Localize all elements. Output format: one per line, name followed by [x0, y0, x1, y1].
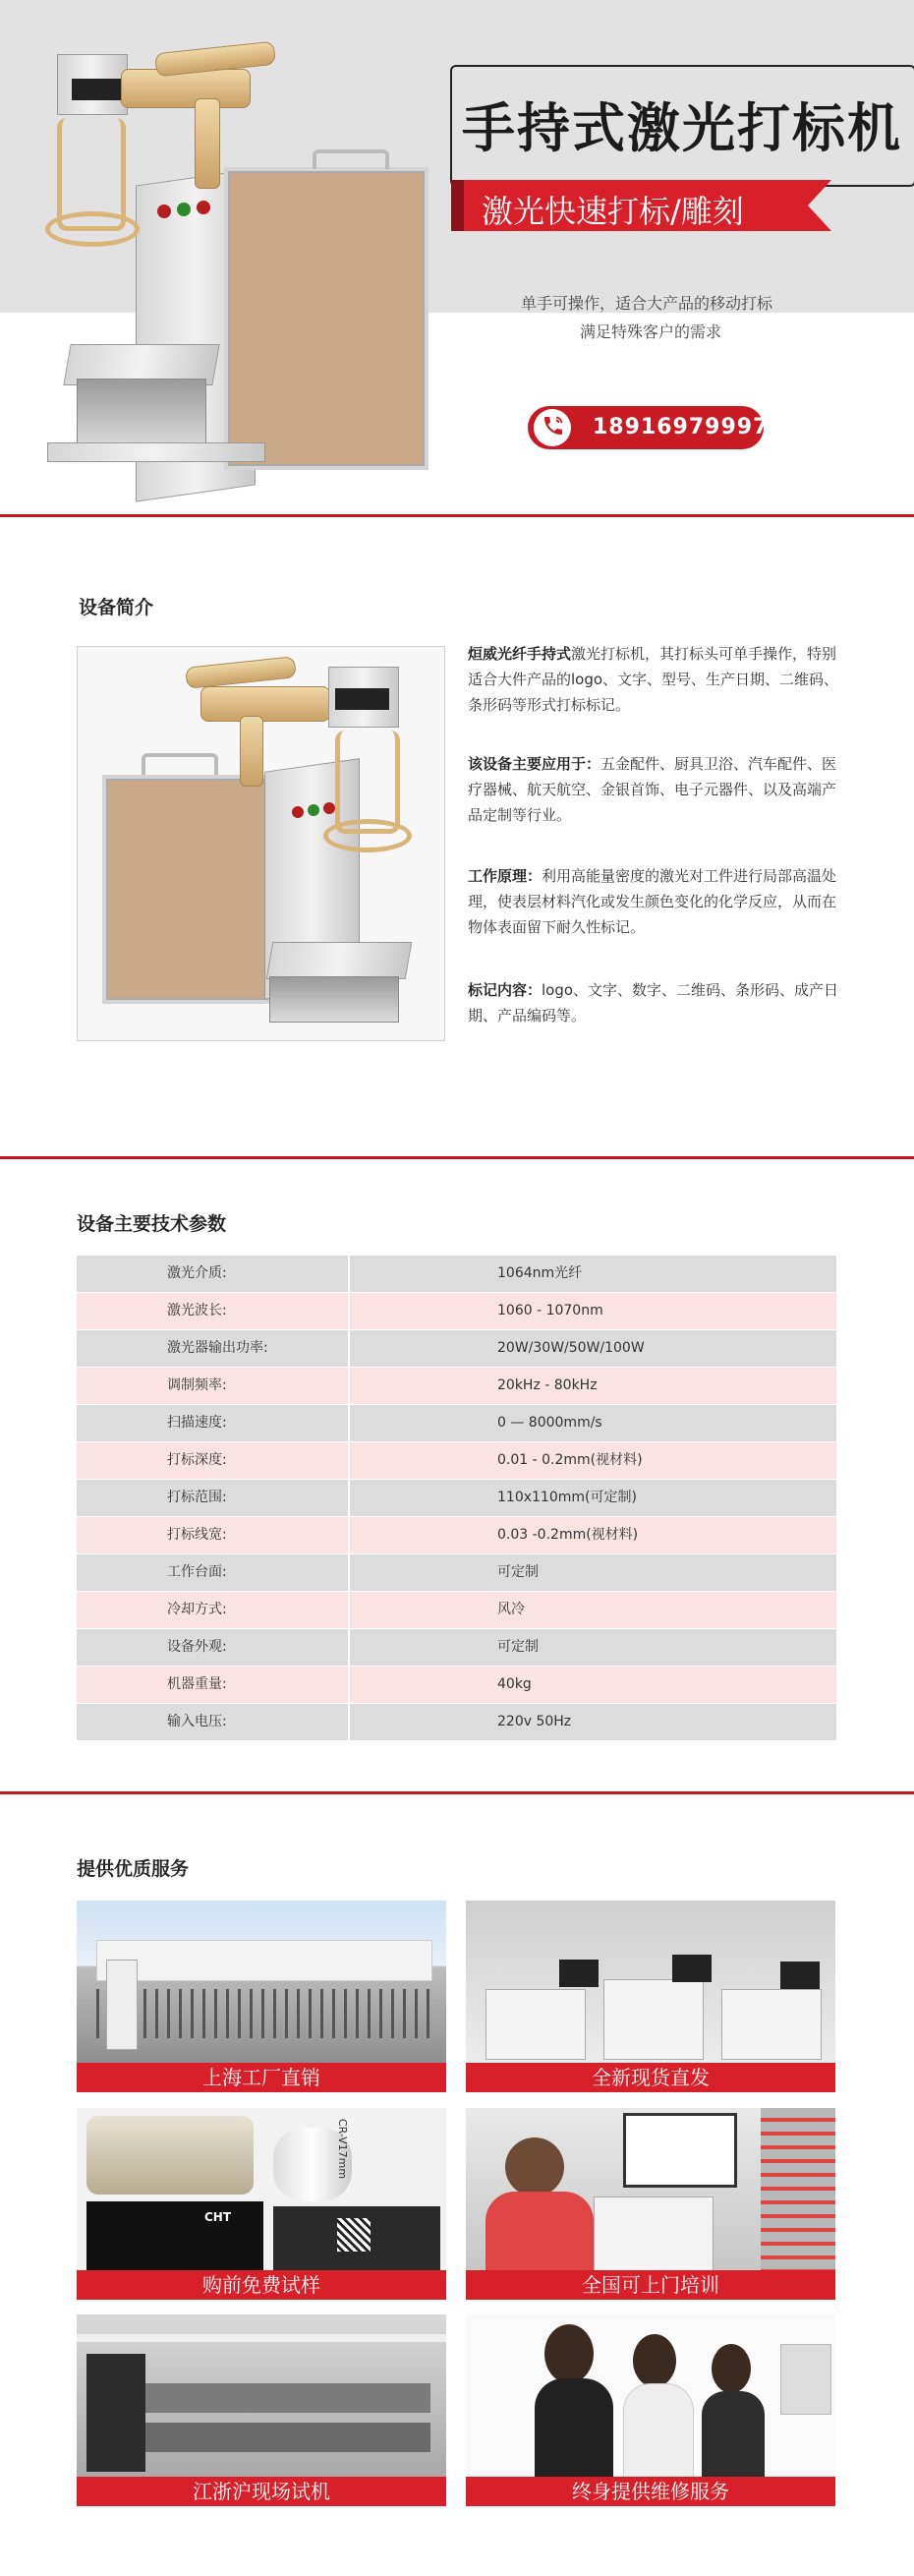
spec-value: 110x110mm(可定制): [497, 1490, 637, 1505]
service-caption: 江浙沪现场试机: [77, 2477, 446, 2506]
intro-product-image: [77, 646, 445, 1041]
section-divider: [0, 1791, 914, 1794]
spec-value: 20kHz - 80kHz: [497, 1377, 598, 1393]
service-caption: 终身提供维修服务: [466, 2477, 835, 2506]
spec-value: 1064nm光纤: [497, 1265, 583, 1281]
support-staff-photo: [466, 2314, 835, 2477]
intro-paragraph-1: [468, 641, 841, 718]
hero-banner: [0, 0, 914, 506]
intro-paragraph-4: [468, 977, 841, 1028]
table-row: [77, 1629, 836, 1667]
service-caption: 全国可上门培训: [466, 2270, 835, 2300]
ribbon-fold: [451, 180, 465, 231]
section-divider: [0, 1156, 914, 1159]
spec-label: 设备外观:: [77, 1629, 350, 1666]
table-row: [77, 1293, 836, 1330]
table-row: [77, 1592, 836, 1629]
spec-label: 激光介质:: [77, 1256, 350, 1292]
service-card-support: [466, 2314, 835, 2506]
table-row: [77, 1704, 836, 1741]
factory-gate-photo: [77, 1901, 446, 2063]
service-caption: 上海工厂直销: [77, 2063, 446, 2092]
spec-label: 打标范围:: [77, 1480, 350, 1516]
spec-value: 可定制: [497, 1564, 539, 1580]
spec-label: 激光波长:: [77, 1293, 350, 1329]
table-row: [77, 1256, 836, 1293]
intro-paragraph-2: [468, 751, 841, 828]
phone-icon: [542, 414, 565, 438]
table-row: [77, 1442, 836, 1480]
spec-value: 可定制: [497, 1639, 539, 1655]
spec-label: 打标深度:: [77, 1442, 350, 1479]
spec-label: 冷却方式:: [77, 1592, 350, 1628]
services-heading: 提供优质服务: [77, 1858, 190, 1880]
table-row: [77, 1517, 836, 1554]
ribbon-tail: [808, 180, 831, 231]
spec-label: 打标线宽:: [77, 1517, 350, 1553]
service-card-factory: [77, 1901, 446, 2092]
workshop-photo: [77, 2314, 446, 2477]
table-row: [77, 1405, 836, 1442]
spec-label: 输入电压:: [77, 1704, 350, 1740]
intro-p2-text: 五金配件、厨具卫浴、汽车配件、医疗器械、航天航空、金银首饰、电子元器件、以及高端产品定制等行业。: [468, 755, 837, 824]
spec-label: 工作台面:: [77, 1554, 350, 1591]
service-card-stock: [466, 1901, 835, 2092]
section-divider: [0, 514, 914, 517]
marking-samples-photo: [77, 2108, 446, 2270]
stock-machines-photo: [466, 1901, 835, 2063]
hero-desc-line1: 单手可操作，适合大产品的移动打标: [521, 294, 773, 313]
spec-value: 1060 - 1070nm: [497, 1303, 603, 1318]
table-row: [77, 1368, 836, 1405]
spec-label: 机器重量:: [77, 1667, 350, 1703]
service-card-samples: [77, 2108, 446, 2300]
spec-value: 220v 50Hz: [497, 1714, 572, 1729]
hero-desc-line2: 满足特殊客户的需求: [580, 322, 722, 341]
sample-brand: CHT: [204, 2210, 232, 2224]
spec-label: 扫描速度:: [77, 1405, 350, 1441]
specs-table: [77, 1256, 836, 1741]
hero-machine-image: [28, 39, 440, 482]
intro-p2-bold: 该设备主要应用于：: [468, 755, 601, 773]
intro-p3-text: 利用高能量密度的激光对工件进行局部高温处理，使表层材料汽化或发生颜色变化的化学反应，从而在物体表面留下耐久性标记。: [468, 867, 837, 936]
intro-heading: 设备简介: [79, 597, 154, 618]
spec-value: 40kg: [497, 1676, 532, 1692]
intro-p1-bold: 烜威光纤手持式: [468, 645, 572, 663]
spec-value: 0.01 - 0.2mm(视材料): [497, 1452, 643, 1468]
intro-p3-bold: 工作原理：: [468, 867, 543, 885]
spec-value: 0.03 -0.2mm(视材料): [497, 1527, 639, 1543]
page-title: 手持式激光打标机: [462, 97, 902, 159]
intro-p4-text: logo、文字、数字、二维码、条形码、成产日期、产品编码等。: [468, 981, 839, 1025]
spec-value: 20W/30W/50W/100W: [497, 1340, 645, 1356]
spec-label: 调制频率:: [77, 1368, 350, 1404]
table-row: [77, 1330, 836, 1368]
page-subtitle: 激光快速打标/雕刻: [482, 193, 744, 230]
specs-heading: 设备主要技术参数: [77, 1213, 227, 1235]
intro-paragraph-3: [468, 863, 841, 940]
table-row: [77, 1667, 836, 1704]
spec-label: 激光器输出功率:: [77, 1330, 350, 1367]
service-card-workshop: [77, 2314, 446, 2506]
phone-number[interactable]: 18916979997: [593, 415, 770, 439]
table-row: [77, 1480, 836, 1517]
training-photo: [466, 2108, 835, 2270]
spec-value: 0 — 8000mm/s: [497, 1415, 602, 1431]
spec-value: 风冷: [497, 1602, 525, 1617]
intro-p4-bold: 标记内容：: [468, 981, 543, 999]
service-card-training: [466, 2108, 835, 2300]
sample-text: CR-V17mm: [336, 2118, 350, 2180]
service-caption: 购前免费试样: [77, 2270, 446, 2300]
service-caption: 全新现货直发: [466, 2063, 835, 2092]
table-row: [77, 1554, 836, 1592]
intro-p1-text: 激光打标机，其打标头可单手操作，特别适合大件产品的logo、文字、型号、生产日期、二维码、条形码等形式打标标记。: [468, 645, 839, 714]
